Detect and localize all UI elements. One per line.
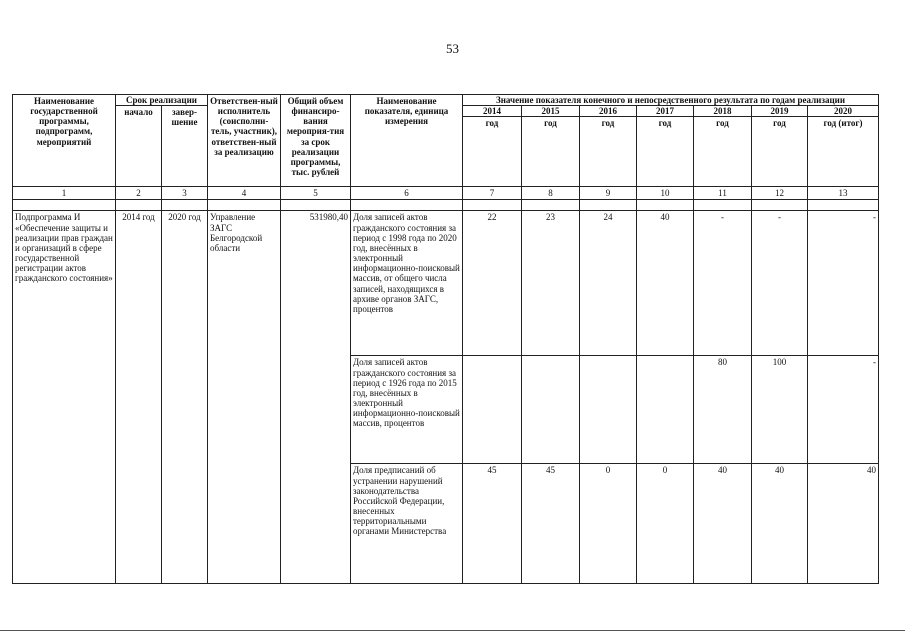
value-cell: 45 (463, 464, 522, 584)
header-year: 2017 (637, 106, 694, 117)
header-year-sub: год (694, 117, 752, 187)
header-year-sub: год (463, 117, 522, 187)
value-cell: 0 (637, 464, 694, 584)
column-number: 13 (808, 187, 879, 200)
column-number: 12 (752, 187, 808, 200)
value-cell: - (808, 356, 879, 464)
column-number: 11 (694, 187, 752, 200)
header-term: Срок реализации (116, 95, 208, 106)
header-values-group: Значение показателя конечного и непосредственного результата по годам реализации (463, 95, 879, 106)
value-cell (522, 356, 580, 464)
value-cell: 40 (752, 464, 808, 584)
value-cell: 45 (522, 464, 580, 584)
column-number: 1 (13, 187, 116, 200)
header-indicator: Наименование показателя, единица измерения (351, 95, 463, 187)
page-edge-line (0, 630, 905, 631)
funding-cell: 531980,40 (281, 211, 351, 584)
header-year-sub: год (637, 117, 694, 187)
indicator-cell: Доля записей актов гражданского состояния за период с 1926 года по 2015 год, внесённых в электронный информационно-поисковый массив, процентов (351, 356, 463, 464)
header-year: 2014 (463, 106, 522, 117)
header-year-sub: год (522, 117, 580, 187)
column-number: 4 (208, 187, 281, 200)
indicator-cell: Доля записей актов гражданского состояния за период с 1998 года по 2020 год, внесённых в электронный информационно-поисковый массив, от общего числа записей, находящихся в архиве органов ЗАГС, процентов (351, 211, 463, 356)
header-term-start: начало (116, 106, 162, 187)
column-number: 6 (351, 187, 463, 200)
executor-cell: Управление ЗАГС Белгородской области (208, 211, 281, 584)
value-cell: - (808, 211, 879, 356)
header-year: 2015 (522, 106, 580, 117)
column-number: 5 (281, 187, 351, 200)
end-year-cell: 2020 год (162, 211, 208, 584)
indicator-cell: Доля предписаний об устранении нарушений законодательства Российской Федерации, внесенных территориальными органами Министерства (351, 464, 463, 584)
value-cell: - (694, 211, 752, 356)
column-number: 3 (162, 187, 208, 200)
column-number: 7 (463, 187, 522, 200)
value-cell: 40 (637, 211, 694, 356)
page-number: 53 (446, 41, 459, 56)
value-cell: 22 (463, 211, 522, 356)
header-year: 2019 (752, 106, 808, 117)
header-funding: Общий объем финансиро-вания мероприя-тия за срок реализации программы, тыс. рублей (281, 95, 351, 187)
header-term-end: завер-шение (162, 106, 208, 187)
header-executor: Ответствен-ный исполнитель (соисполни-тель, участник), ответствен-ный за реализацию (208, 95, 281, 187)
value-cell: 80 (694, 356, 752, 464)
value-cell: 23 (522, 211, 580, 356)
table-row (13, 211, 879, 356)
header-year-sub: год (752, 117, 808, 187)
header-year: 2016 (580, 106, 637, 117)
value-cell: 40 (694, 464, 752, 584)
value-cell: 100 (752, 356, 808, 464)
header-year-sub: год (580, 117, 637, 187)
column-number: 9 (580, 187, 637, 200)
header-year-sub: год (итог) (808, 117, 879, 187)
column-number-row (13, 187, 879, 200)
program-table (12, 94, 879, 584)
value-cell: - (752, 211, 808, 356)
column-number: 10 (637, 187, 694, 200)
value-cell: 0 (580, 464, 637, 584)
column-number: 2 (116, 187, 162, 200)
value-cell (580, 356, 637, 464)
header-year: 2020 (808, 106, 879, 117)
value-cell: 24 (580, 211, 637, 356)
program-name-cell: Подпрограмма И «Обеспечение защиты и реализации прав граждан и организаций в сфере государственной регистрации актов гражданского состояния» (13, 211, 116, 584)
header-name: Наименование государственной программы, подпрограмм, мероприятий (13, 95, 116, 187)
value-cell (463, 356, 522, 464)
column-number: 8 (522, 187, 580, 200)
header-year: 2018 (694, 106, 752, 117)
value-cell: 40 (808, 464, 879, 584)
start-year-cell: 2014 год (116, 211, 162, 584)
spacer-row (13, 200, 879, 211)
value-cell (637, 356, 694, 464)
